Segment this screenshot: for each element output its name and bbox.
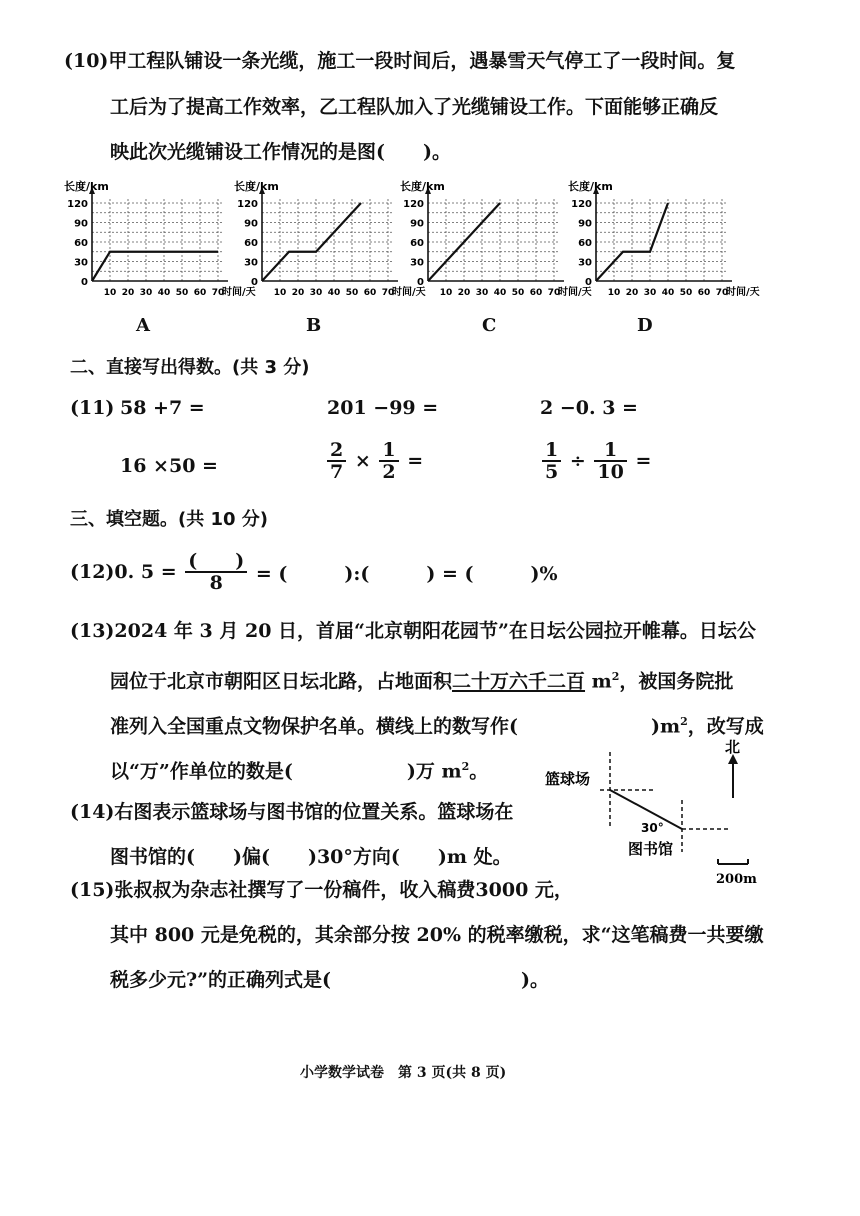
q12: (12)0. 5 = $\frac{( )}{8}$ = ( ):( ) = ( )% [70, 550, 558, 594]
x-tick-label: 20 [121, 288, 135, 298]
fraction: $\frac{1}{10}$ [594, 440, 626, 482]
option-d-label: D [637, 315, 653, 336]
x-tick-label: 10 [607, 288, 621, 298]
q15-line2: 其中 800 元是免税的，其余部分按 20% 的税率缴税，求“这笔稿费一共要缴 [110, 924, 764, 946]
map-angle-label: 30° [641, 821, 664, 835]
option-a-label: A [136, 315, 150, 336]
x-tick-label: 60 [363, 288, 377, 298]
x-tick-label: 10 [439, 288, 453, 298]
y-tick-label: 0 [251, 277, 258, 288]
y-tick-label: 30 [578, 257, 592, 269]
series-line [92, 252, 218, 281]
y-axis-label: 长度/km [64, 180, 109, 193]
q13-line4: 以“万”作单位的数是( )万 $m^2$。 [110, 760, 489, 783]
page-footer: 小学数学试卷 第 3 页(共 8 页) [300, 1065, 507, 1081]
section2-title: 二、直接写出得数。(共 3 分) [70, 357, 310, 378]
x-tick-label: 70 [381, 288, 395, 298]
y-tick-label: 0 [585, 277, 592, 288]
x-tick-label: 30 [139, 288, 153, 298]
x-tick-label: 50 [345, 288, 359, 298]
y-tick-label: 60 [410, 238, 424, 249]
x-tick-label: 50 [175, 288, 189, 298]
q13-line2: 园位于北京市朝阳区日坛北路，占地面积二十万六千二百 $m^2$，被国务院批 [110, 670, 734, 693]
q11-expr-6: $\frac{1}{5}$ ÷ $\frac{1}{10}$ = [540, 440, 651, 482]
q15-line1: (15)张叔叔为杂志社撰写了一份稿件，收入稿费3000 元， [70, 879, 573, 901]
x-tick-label: 30 [475, 288, 489, 298]
y-tick-label: 90 [74, 218, 88, 230]
x-tick-label: 30 [643, 288, 657, 298]
x-tick-label: 70 [211, 288, 225, 298]
section3-title: 三、填空题。(共 10 分) [70, 509, 269, 530]
x-tick-label: 20 [291, 288, 305, 298]
y-tick-label: 90 [578, 218, 592, 230]
fraction: $\frac{1}{5}$ [542, 440, 561, 482]
x-axis-label: 时间/天 [392, 287, 426, 298]
q11-expr-5: $\frac{2}{7}$ × $\frac{1}{2}$ = [325, 440, 423, 482]
q13-line3: 准列入全国重点文物保护名单。横线上的数写作( )$m^2$，改写成 [110, 715, 764, 738]
q15-line3: 税多少元?”的正确列式是( )。 [110, 969, 550, 991]
x-tick-label: 40 [157, 288, 171, 298]
q14-line1: (14)右图表示篮球场与图书馆的位置关系。篮球场在 [70, 801, 514, 823]
y-tick-label: 120 [571, 199, 592, 210]
x-tick-label: 40 [661, 288, 675, 298]
y-tick-label: 60 [578, 238, 592, 249]
x-tick-label: 10 [103, 288, 117, 298]
fraction: $\frac{1}{2}$ [379, 440, 398, 482]
q10-line1: (10)甲工程队铺设一条光缆，施工一段时间后，遇暴雪天气停工了一段时间。复 [64, 50, 736, 72]
option-b-label: B [306, 315, 322, 336]
chart-option-a [62, 176, 256, 304]
x-axis-label: 时间/天 [726, 287, 760, 298]
x-axis-label: 时间/天 [222, 287, 256, 298]
y-tick-label: 30 [410, 257, 424, 269]
q10-line2: 工后为了提高工作效率，乙工程队加入了光缆铺设工作。下面能够正确反 [110, 96, 719, 118]
q11-expr-4: 16 ×50 = [120, 455, 218, 477]
q11-expr-1: 58 +7 = [120, 397, 205, 419]
q14-line2: 图书馆的( )偏( )30°方向( )m 处。 [110, 846, 512, 868]
x-tick-label: 20 [625, 288, 639, 298]
q13-line1: (13)2024 年 3 月 20 日，首届“北京朝阳花园节”在日坛公园拉开帷幕。日坛公 [70, 620, 756, 642]
map-library-label: 图书馆 [628, 840, 674, 858]
q11-label: (11) [70, 397, 115, 419]
x-axis-label: 时间/天 [558, 287, 592, 298]
x-tick-label: 60 [193, 288, 207, 298]
x-tick-label: 50 [511, 288, 525, 298]
y-tick-label: 120 [67, 199, 88, 210]
y-tick-label: 90 [244, 218, 258, 230]
chart-option-b [232, 176, 426, 304]
q10-line3: 映此次光缆铺设工作情况的是图( )。 [110, 141, 451, 163]
x-tick-label: 60 [697, 288, 711, 298]
y-tick-label: 60 [244, 238, 258, 249]
y-tick-label: 0 [81, 277, 88, 288]
chart-option-d [566, 176, 760, 304]
x-tick-label: 50 [679, 288, 693, 298]
option-c-label: C [482, 315, 497, 336]
x-tick-label: 30 [309, 288, 323, 298]
y-axis-label: 长度/km [400, 180, 445, 193]
y-tick-label: 30 [244, 257, 258, 269]
x-tick-label: 10 [273, 288, 287, 298]
fraction: $\frac{2}{7}$ [327, 440, 346, 482]
x-tick-label: 40 [327, 288, 341, 298]
x-tick-label: 20 [457, 288, 471, 298]
y-tick-label: 30 [74, 257, 88, 269]
y-tick-label: 120 [237, 199, 258, 210]
y-tick-label: 120 [403, 199, 424, 210]
x-tick-label: 70 [547, 288, 561, 298]
y-tick-label: 0 [417, 277, 424, 288]
map-scale-label: 200m [716, 872, 757, 887]
x-tick-label: 40 [493, 288, 507, 298]
q11-expr-2: 201 −99 = [327, 397, 439, 419]
fraction: $\frac{( )}{8}$ [185, 551, 247, 593]
map-north-label: 北 [725, 738, 741, 756]
q11-expr-3: 2 −0. 3 = [540, 397, 638, 419]
y-axis-label: 长度/km [568, 180, 613, 193]
y-tick-label: 90 [410, 218, 424, 230]
x-tick-label: 70 [715, 288, 729, 298]
y-tick-label: 60 [74, 238, 88, 249]
chart-option-c [398, 176, 592, 304]
x-tick-label: 60 [529, 288, 543, 298]
map-court-label: 篮球场 [545, 770, 591, 788]
position-map [540, 740, 780, 890]
y-axis-label: 长度/km [234, 180, 279, 193]
